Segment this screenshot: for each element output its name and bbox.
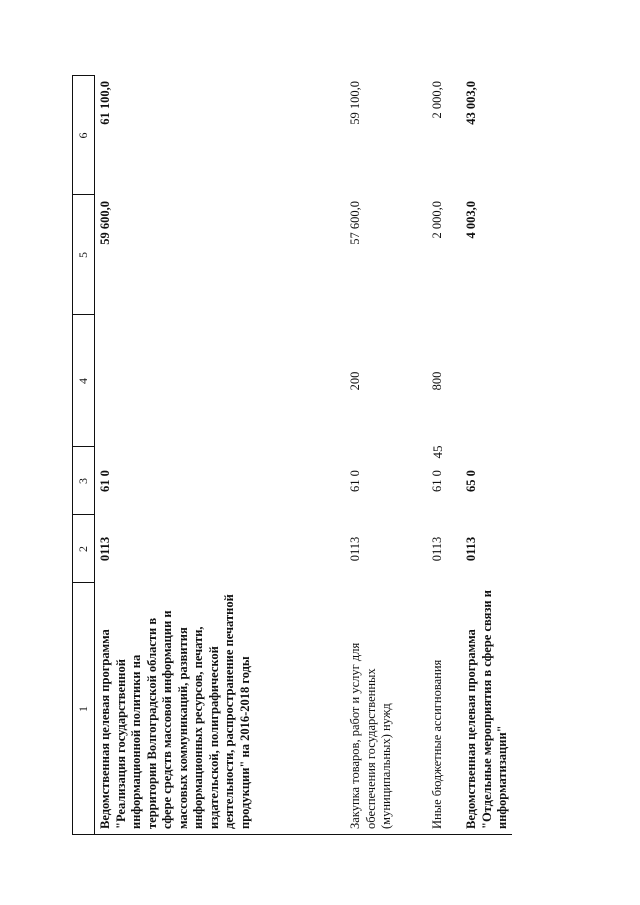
header-col-5: 5 (76, 252, 90, 258)
table-top-border (72, 75, 73, 835)
budget-table (72, 75, 512, 835)
header-bottom-border (94, 75, 95, 835)
row-3-description: Иные бюджетные ассигнования (430, 659, 444, 829)
row-3-target: 61 0 (430, 470, 444, 492)
row-2-amount-6: 59 100,0 (348, 81, 362, 125)
page-number: 45 (430, 445, 445, 459)
row-2-target: 61 0 (348, 470, 362, 492)
header-col-1: 1 (76, 706, 90, 712)
header-col-3: 3 (76, 478, 90, 484)
row-3-amount-5: 2 000,0 (430, 201, 444, 239)
row-1-amount-5: 59 600,0 (98, 201, 112, 245)
row-2-section: 0113 (348, 536, 362, 562)
row-3-expense-type: 800 (430, 371, 444, 391)
row-4-target: 65 0 (464, 470, 478, 492)
row-1-target: 61 0 (98, 470, 112, 492)
header-col-6: 6 (76, 132, 90, 139)
row-4-amount-6: 43 003,0 (464, 81, 478, 125)
row-4-description: Ведомственная целевая программа "Отдельные мероприятия в сфере связи и информатизации" (464, 590, 509, 829)
row-4-amount-5: 4 003,0 (464, 201, 478, 239)
table-left-border (94, 834, 512, 835)
row-1-amount-6: 61 100,0 (98, 81, 112, 125)
row-2-description: Закупка товаров, работ и услуг для обеспечения государственных (муниципальных) нужд (348, 642, 393, 829)
row-3-amount-6: 2 000,0 (430, 81, 444, 119)
row-3-section: 0113 (430, 536, 444, 562)
row-1-description: Ведомственная целевая программа "Реализация государственной информационной политики на территории Волгоградской области в сфере средств массовой информации и массовых коммуникаций, развития информационных ресурсов, печати, издательской, полиграфической деятельности, распространение печатной продукции" на 2016-2018 годы (98, 594, 252, 829)
row-4-section: 0113 (464, 536, 478, 562)
header-col-2: 2 (76, 546, 90, 552)
row-1-section: 0113 (98, 536, 112, 562)
header-col-4: 4 (76, 378, 90, 384)
row-2-amount-5: 57 600,0 (348, 201, 362, 245)
row-2-expense-type: 200 (348, 371, 362, 391)
rotated-table (72, 75, 512, 835)
